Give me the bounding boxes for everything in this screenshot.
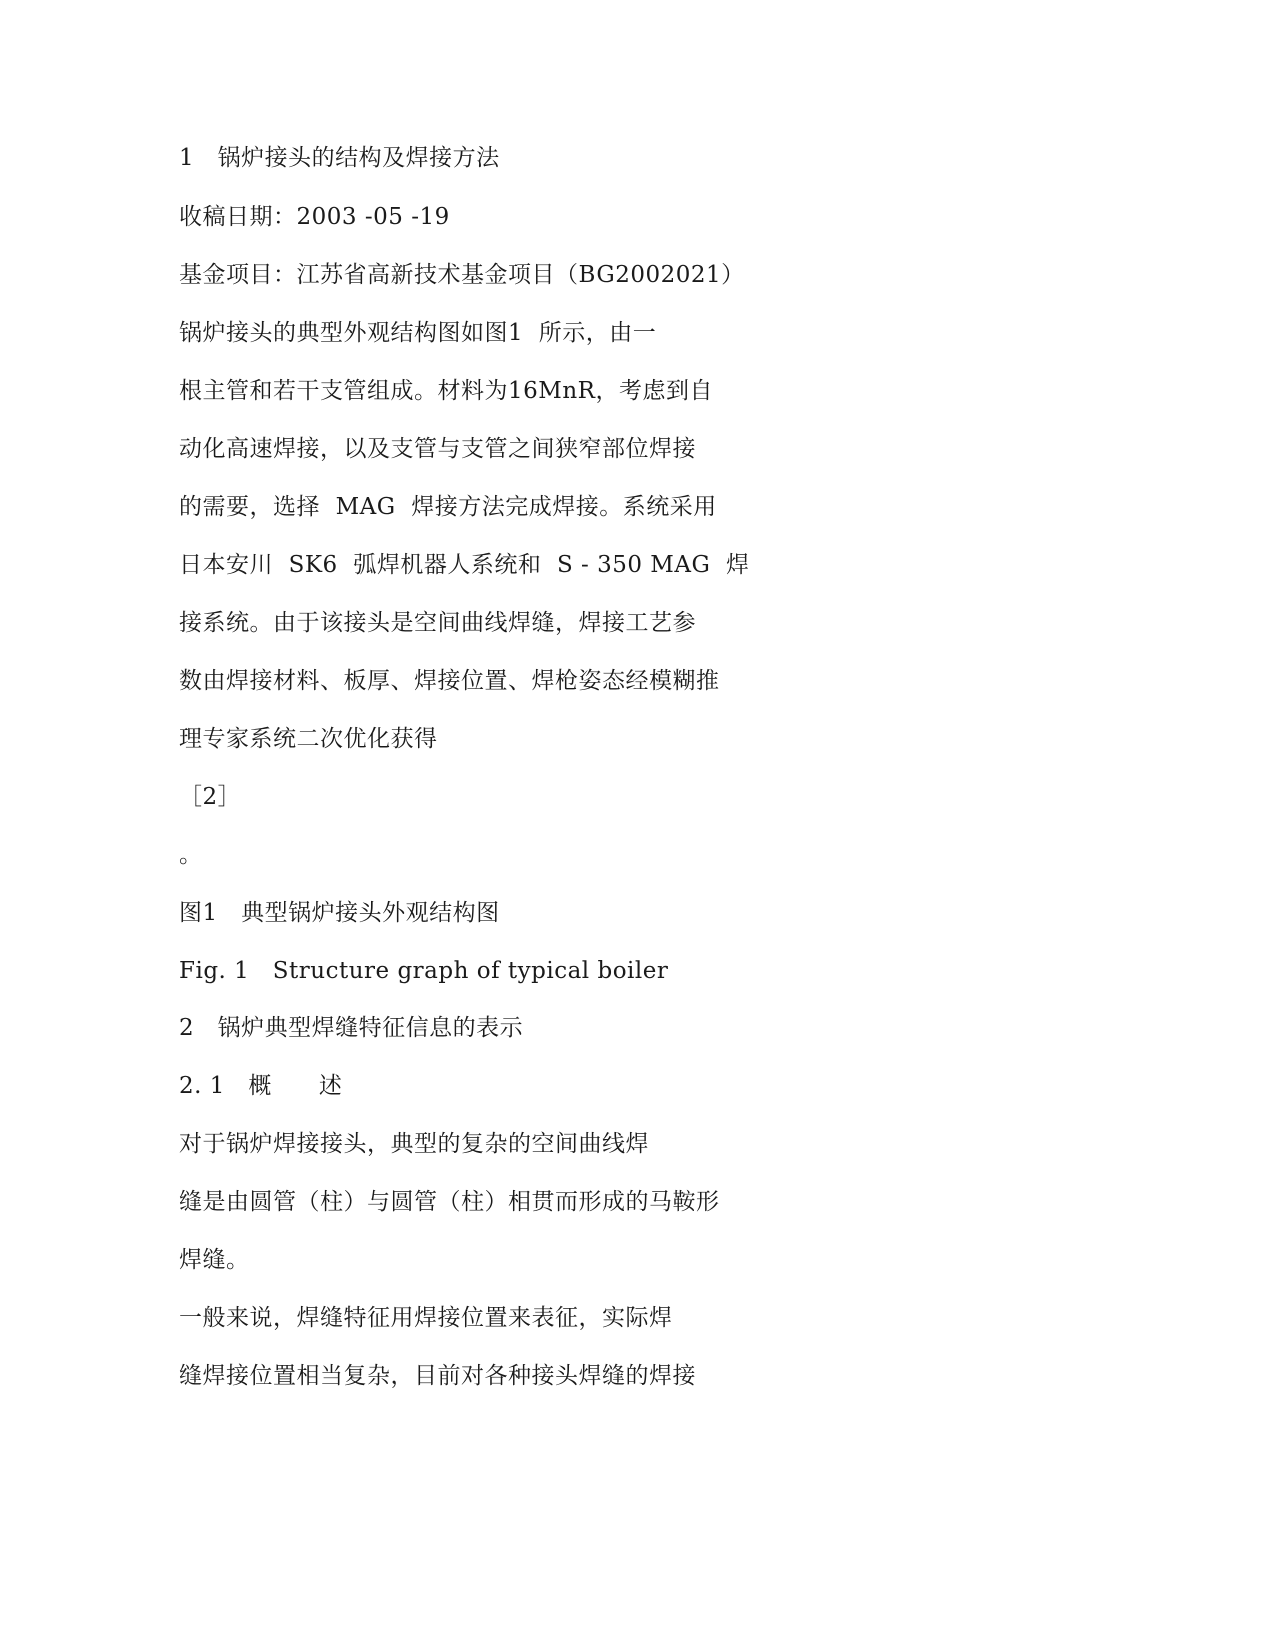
paragraph-line: 数由焊接材料、板厚、焊接位置、焊枪姿态经模糊推 [179,668,720,694]
fund-project: 基金项目：江苏省高新技术基金项目（BG2002021） [179,262,745,288]
figure-caption-cn: 图1 典型锅炉接头外观结构图 [179,900,500,926]
paragraph-line: 理专家系统二次优化获得 [179,726,438,752]
paragraph-line: 根主管和若干支管组成。材料为16MnR，考虑到自 [179,378,713,404]
figure-caption-en: Fig. 1 Structure graph of typical boiler [179,958,669,984]
section-heading-2: 2 锅炉典型焊缝特征信息的表示 [179,1015,524,1041]
subsection-heading: 2. 1 概 述 [179,1073,343,1099]
paragraph-line: 动化高速焊接，以及支管与支管之间狭窄部位焊接 [179,436,696,462]
paragraph-line: 对于锅炉焊接接头，典型的复杂的空间曲线焊 [179,1131,649,1157]
paragraph-line: 缝是由圆管（柱）与圆管（柱）相贯而形成的马鞍形 [179,1189,720,1215]
paragraph-line: 接系统。由于该接头是空间曲线焊缝，焊接工艺参 [179,610,696,636]
received-date: 收稿日期：2003 -05 -19 [179,204,450,230]
paragraph-line: 缝焊接位置相当复杂，目前对各种接头焊缝的焊接 [179,1363,696,1389]
paragraph-line: 锅炉接头的典型外观结构图如图1 所示，由一 [179,320,657,346]
paragraph-line: 日本安川 SK6 弧焊机器人系统和 S - 350 MAG 焊 [179,552,750,578]
sentence-end: 。 [179,842,203,868]
paragraph-line: 一般来说，焊缝特征用焊接位置来表征，实际焊 [179,1305,673,1331]
section-heading-1: 1 锅炉接头的结构及焊接方法 [179,145,500,171]
citation-ref: ［2］ [179,784,242,810]
paragraph-line: 焊缝。 [179,1247,250,1273]
paragraph-line: 的需要，选择 MAG 焊接方法完成焊接。系统采用 [179,494,717,520]
